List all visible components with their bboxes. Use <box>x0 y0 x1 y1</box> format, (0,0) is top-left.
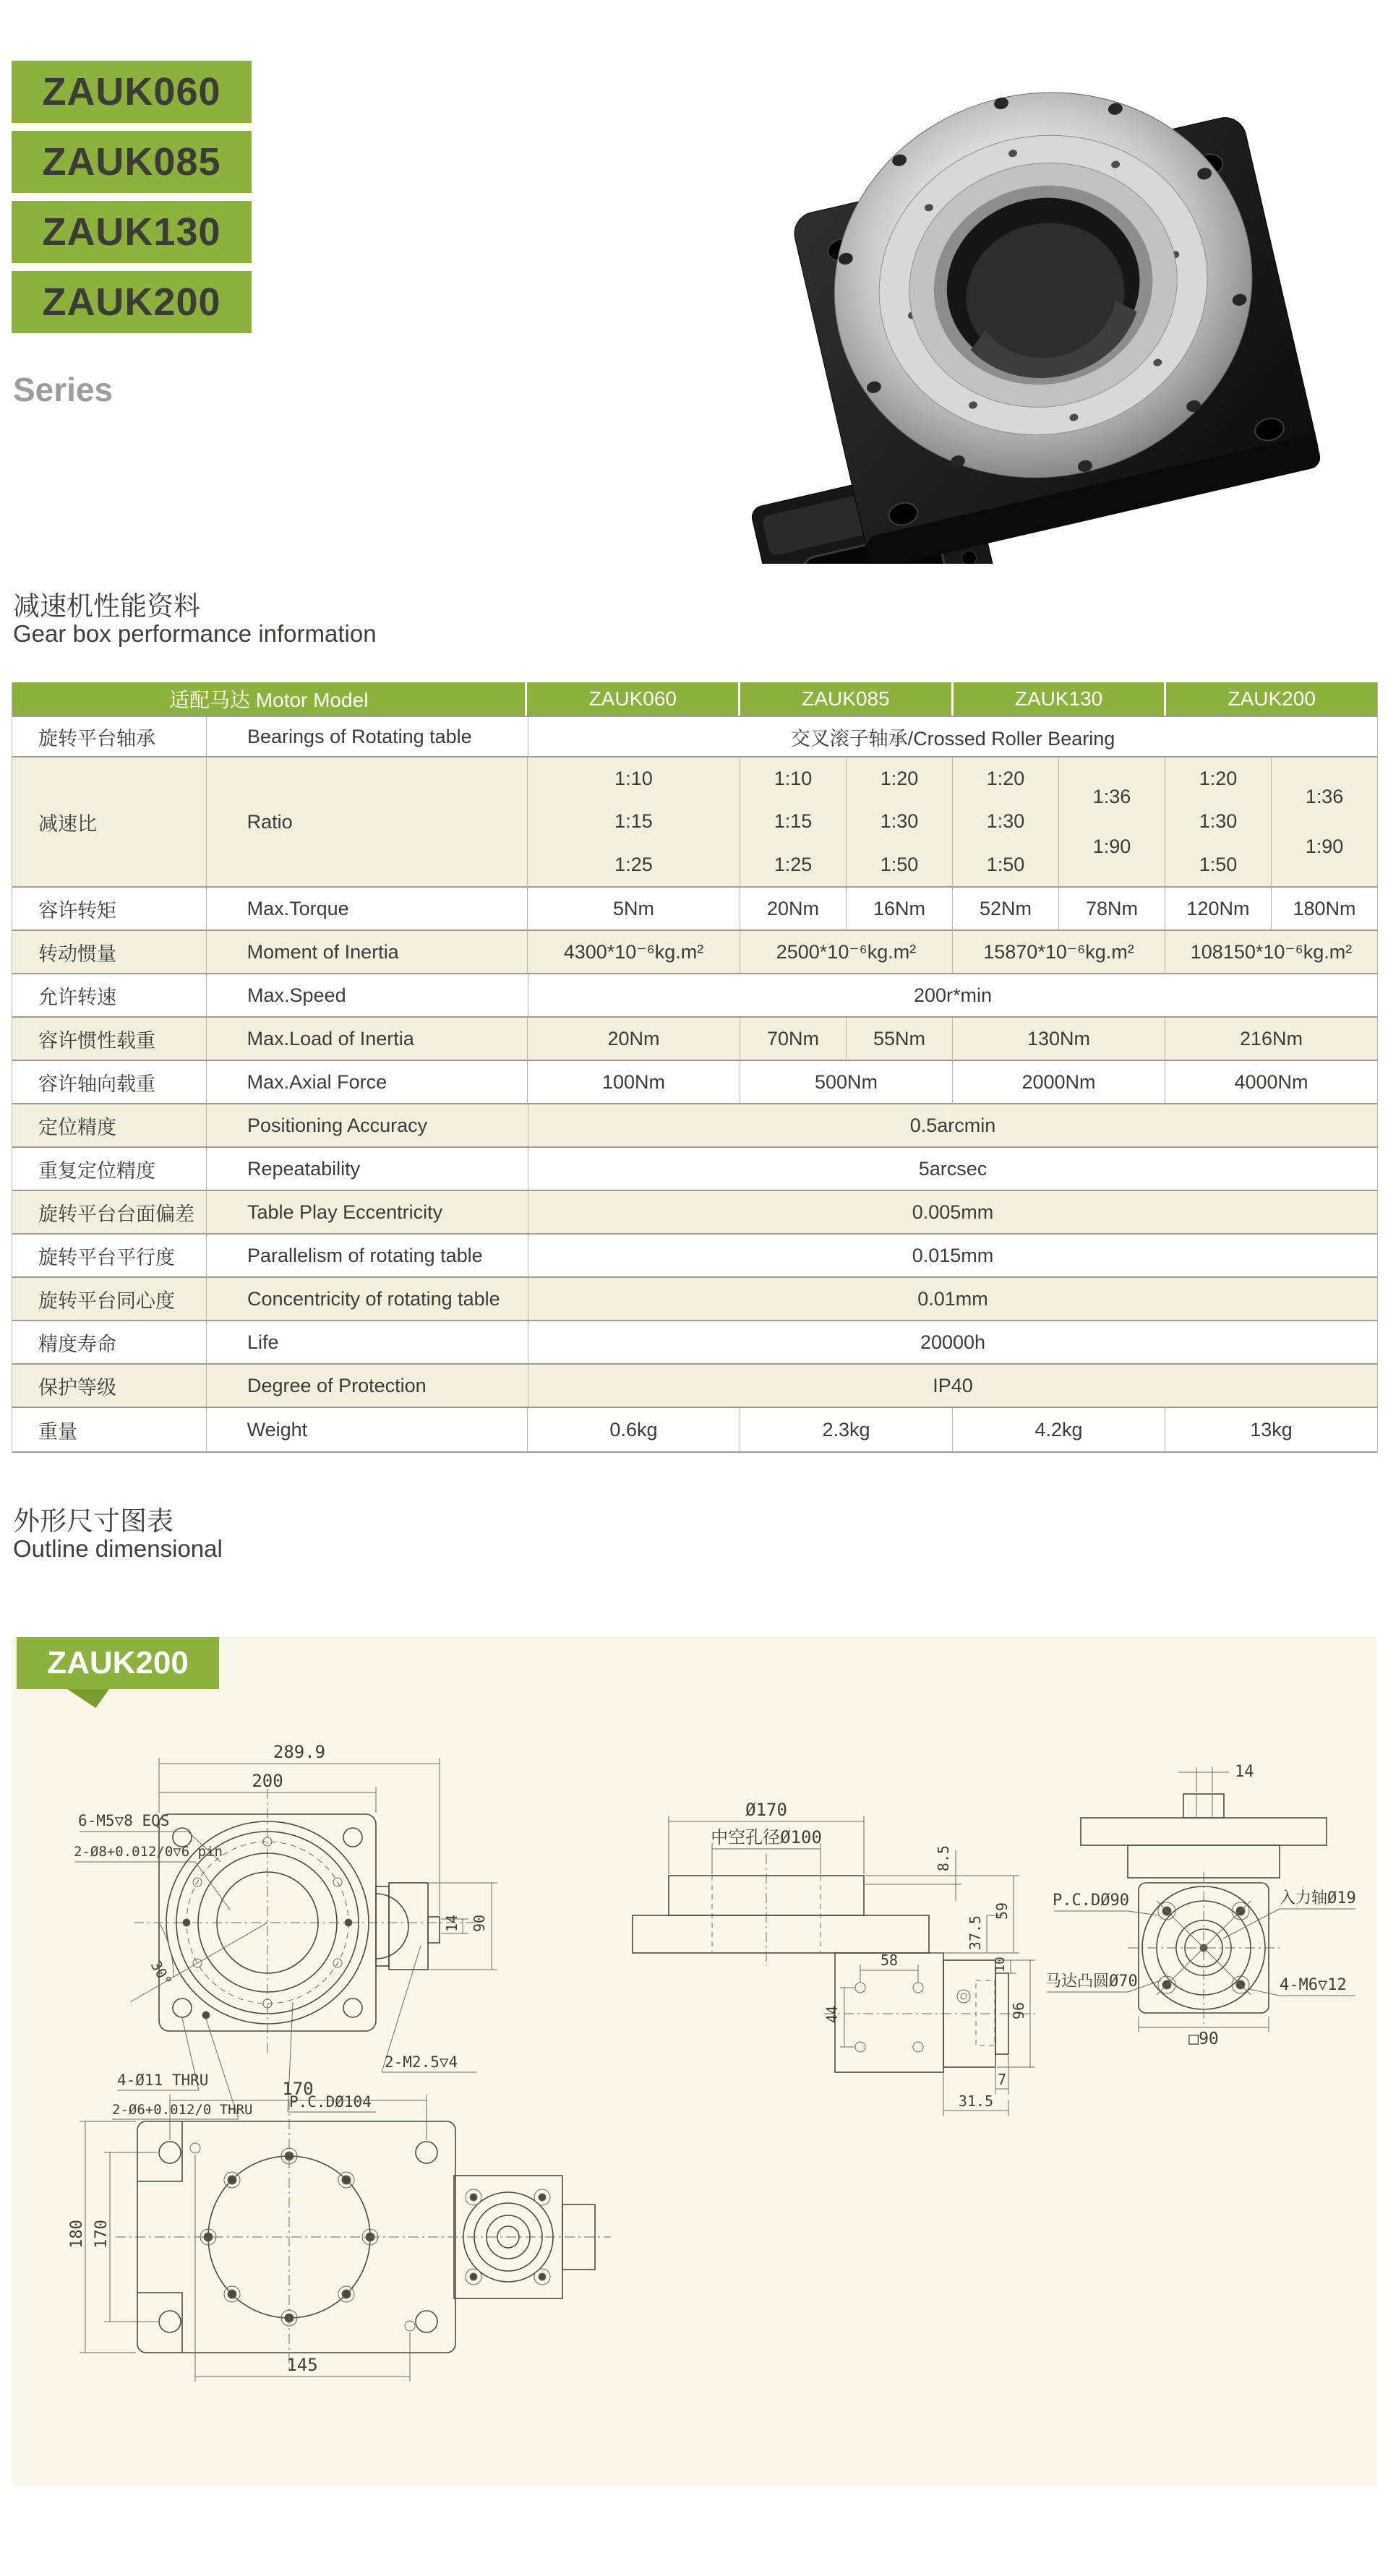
header-zauk060: ZAUK060 <box>525 682 738 716</box>
section1-title-zh: 减速机性能资料 <box>13 591 200 621</box>
label-en: Bearings of Rotating table <box>207 717 528 756</box>
row-accuracy <box>12 1103 1377 1146</box>
row-bearings <box>12 716 1377 756</box>
value-zauk200: 108150*10⁻⁶kg.m² <box>1190 940 1353 963</box>
dim-44: 44 <box>823 2005 841 2024</box>
value-zauk130: 4.2kg <box>953 1408 1165 1451</box>
label-en: Degree of Protection <box>207 1365 528 1407</box>
section2-title-zh: 外形尺寸图表 <box>13 1506 174 1536</box>
label-en: Moment of Inertia <box>207 931 528 973</box>
label-en: Concentricity of rotating table <box>207 1278 528 1320</box>
value-zauk200 <box>1165 888 1377 929</box>
dim-145-bottom: 145 <box>286 2355 318 2375</box>
ratio-value: 1:20 <box>880 768 919 790</box>
ratio-value: 1:25 <box>614 853 653 875</box>
value-zauk130 <box>953 888 1165 929</box>
row-load <box>12 1016 1377 1060</box>
table-header-row <box>12 682 1377 716</box>
value-zauk085: 2.3kg <box>740 1408 953 1451</box>
row-inertia <box>12 929 1377 973</box>
ratio-value: 1:20 <box>986 768 1025 790</box>
label-zh: 精度寿命 <box>12 1321 207 1363</box>
dim-7: 7 <box>997 2071 1007 2088</box>
row-torque <box>12 886 1377 929</box>
label-zh: 允许转速 <box>12 974 207 1016</box>
label-zh: 旋转平台同心度 <box>12 1278 207 1320</box>
ratio-value: 1:90 <box>1092 836 1131 858</box>
ratio-value: 1:30 <box>880 810 919 833</box>
dim-37-5: 37.5 <box>967 1915 984 1951</box>
label-en: Weight <box>207 1408 528 1451</box>
value-zauk060: 100Nm <box>528 1061 740 1103</box>
value-merged: 0.005mm <box>912 1201 994 1223</box>
label-zh: 旋转平台平行度 <box>12 1235 207 1276</box>
model-badge-zauk130: ZAUK130 <box>12 201 252 263</box>
model-badge-zauk085: ZAUK085 <box>12 131 252 193</box>
label-zh: 旋转平台轴承 <box>12 717 207 756</box>
dim-59: 59 <box>993 1902 1011 1920</box>
value-half: 78Nm <box>1085 897 1138 919</box>
label-zh: 重复定位精度 <box>12 1148 207 1190</box>
label-en: Ratio <box>207 757 528 886</box>
dim-10: 10 <box>993 1957 1008 1972</box>
value-zauk060: 5Nm <box>528 888 740 929</box>
dim-flange: 90 <box>471 1914 488 1933</box>
label-en: Max.Axial Force <box>207 1061 528 1103</box>
ratio-value: 1:50 <box>880 853 919 875</box>
value-half: 120Nm <box>1165 888 1272 929</box>
dim-square90: □90 <box>1188 2030 1219 2045</box>
label-zh: 旋转平台台面偏差 <box>12 1191 207 1233</box>
product-photo <box>636 36 1388 564</box>
drawing-side-view <box>614 1735 1048 2125</box>
dim-angle: 30° <box>147 1957 176 1989</box>
ratio-value: 1:25 <box>774 853 813 875</box>
row-repeatability <box>12 1146 1377 1190</box>
label-zh: 转动惯量 <box>12 931 207 973</box>
ratio-value: 1:30 <box>986 810 1025 833</box>
value-zauk200 <box>1165 757 1377 886</box>
value-merged: IP40 <box>933 1374 973 1396</box>
row-axial <box>12 1060 1377 1103</box>
label-input-shaft: 入力轴Ø19 <box>1280 1889 1356 1907</box>
value-zauk130: 15870*10⁻⁶kg.m² <box>953 931 1165 973</box>
label-en: Parallelism of rotating table <box>207 1235 528 1276</box>
header-zauk085: ZAUK085 <box>738 682 951 716</box>
value-zauk200: 216Nm <box>1239 1027 1303 1049</box>
dim-plate: 200 <box>252 1771 283 1791</box>
dim-shaft-width: 14 <box>443 1914 460 1933</box>
label-en: Repeatability <box>207 1148 528 1190</box>
row-protection <box>12 1363 1377 1407</box>
value-zauk085 <box>740 1018 953 1060</box>
value-half: 180Nm <box>1293 897 1356 919</box>
ratio-value: 1:20 <box>1199 768 1238 790</box>
label-bore100: 中空孔径Ø100 <box>711 1827 822 1847</box>
value-half: 55Nm <box>873 1027 925 1049</box>
dim-96: 96 <box>1010 2001 1027 2020</box>
header-zauk200: ZAUK200 <box>1164 682 1377 716</box>
label-4m6-screws: 4-M6▽12 <box>1280 1976 1347 1994</box>
label-zh: 容许转矩 <box>12 888 207 929</box>
value-merged: 交叉滚子轴承/Crossed Roller Bearing <box>790 727 1115 750</box>
label-en: Max.Speed <box>207 974 528 1016</box>
ratio-value: 1:30 <box>1199 810 1238 833</box>
value-zauk060: 20Nm <box>528 1018 740 1060</box>
ratio-value: 1:36 <box>1092 785 1131 807</box>
label-pin: 2-Ø8+0.012/0▽6 pin <box>74 1844 223 1860</box>
ratio-value: 1:50 <box>1199 853 1238 875</box>
model-badge-zauk060: ZAUK060 <box>12 61 252 123</box>
row-ratio <box>12 756 1377 886</box>
label-en: Positioning Accuracy <box>207 1104 528 1146</box>
dim-8-5: 8.5 <box>935 1845 952 1872</box>
row-eccentricity <box>12 1190 1377 1233</box>
row-weight <box>12 1407 1377 1453</box>
dim-overall: 289.9 <box>273 1742 326 1762</box>
value-zauk130 <box>953 757 1165 886</box>
label-zh: 减速比 <box>12 757 207 886</box>
label-pcd: P.C.DØ104 <box>289 2093 372 2111</box>
value-zauk200: 13kg <box>1250 1418 1293 1441</box>
label-tap: 2-M2.5▽4 <box>385 2053 458 2071</box>
dim-180-left: 180 <box>68 2220 86 2249</box>
label-en: Max.Load of Inertia <box>207 1018 528 1060</box>
ratio-value: 1:36 <box>1305 785 1344 807</box>
label-pcd90: P.C.DØ90 <box>1053 1892 1129 1910</box>
dim-14: 14 <box>1235 1763 1254 1781</box>
label-eqs: 6-M5▽8 EQS <box>78 1812 170 1829</box>
header-zauk130: ZAUK130 <box>951 682 1165 716</box>
value-zauk085 <box>740 888 953 929</box>
label-zh: 保护等级 <box>12 1365 207 1407</box>
label-en: Table Play Eccentricity <box>207 1191 528 1233</box>
value-merged: 5arcsec <box>918 1157 988 1180</box>
label-en: Life <box>207 1321 528 1363</box>
row-concentricity <box>12 1276 1377 1320</box>
label-zh: 定位精度 <box>12 1104 207 1146</box>
ratio-value: 1:15 <box>774 810 813 833</box>
label-en: Max.Torque <box>207 888 528 929</box>
section1-title-en: Gear box performance information <box>13 620 377 647</box>
value-merged: 20000h <box>920 1331 986 1353</box>
value-merged: 0.5arcmin <box>909 1114 996 1136</box>
drawing-bottom-view <box>51 2060 622 2392</box>
value-half: 16Nm <box>873 897 925 919</box>
value-merged: 0.01mm <box>917 1287 988 1310</box>
dim-31-5: 31.5 <box>958 2092 994 2110</box>
header-motor-model: 适配马达 Motor Model <box>169 689 369 711</box>
series-label: Series <box>13 371 113 408</box>
row-parallelism <box>12 1233 1377 1276</box>
spec-table <box>12 682 1378 1453</box>
dim-170-left: 170 <box>93 2220 111 2249</box>
value-half: 52Nm <box>953 888 1059 929</box>
ratio-value: 1:50 <box>986 853 1025 875</box>
value-merged: 0.015mm <box>912 1244 994 1266</box>
outline-badge-zauk200: ZAUK200 <box>17 1637 219 1689</box>
value-zauk085: 500Nm <box>740 1061 953 1103</box>
model-badge-zauk200: ZAUK200 <box>12 271 252 333</box>
value-zauk085: 2500*10⁻⁶kg.m² <box>740 931 953 973</box>
value-zauk200: 4000Nm <box>1234 1070 1308 1093</box>
ratio-value: 1:15 <box>614 810 653 833</box>
ratio-value: 1:10 <box>614 768 653 790</box>
section2-title-en: Outline dimensional <box>13 1535 223 1562</box>
value-half: 20Nm <box>740 888 847 929</box>
label-zh: 重量 <box>12 1408 207 1451</box>
value-zauk130: 130Nm <box>953 1018 1165 1060</box>
label-zh: 容许惯性载重 <box>12 1018 207 1060</box>
label-motor-boss: 马达凸圆Ø70 <box>1045 1972 1138 1991</box>
drawing-end-view <box>1041 1735 1374 2045</box>
value-merged: 200r*min <box>913 984 993 1006</box>
label-thru2: 2-Ø6+0.012/0 THRU <box>112 2102 253 2118</box>
actuator-illustration <box>672 46 1355 564</box>
value-half: 70Nm <box>740 1018 847 1060</box>
row-speed <box>12 973 1377 1016</box>
value-zauk130: 2000Nm <box>953 1061 1165 1103</box>
dim-170-top: 170 <box>282 2079 314 2099</box>
row-life <box>12 1320 1377 1363</box>
value-zauk085 <box>740 757 953 886</box>
dim-58: 58 <box>880 1952 899 1969</box>
ratio-value: 1:90 <box>1305 836 1344 858</box>
value-zauk060 <box>528 757 740 886</box>
label-zh: 容许轴向载重 <box>12 1061 207 1103</box>
value-zauk060: 4300*10⁻⁶kg.m² <box>528 931 740 973</box>
label-thru1: 4-Ø11 THRU <box>117 2071 209 2089</box>
value-zauk060: 0.6kg <box>528 1408 740 1451</box>
ratio-value: 1:10 <box>774 768 813 790</box>
dim-dia170: Ø170 <box>745 1800 787 1820</box>
